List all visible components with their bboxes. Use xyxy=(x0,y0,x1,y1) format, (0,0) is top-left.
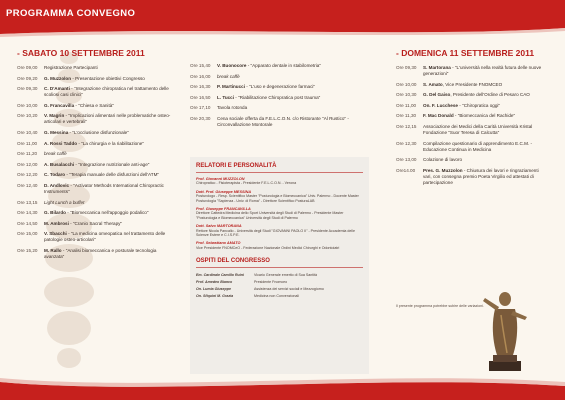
guest-role: Presidente Fnomceo xyxy=(254,280,288,285)
schedule-time: Ore 11,00 xyxy=(396,102,417,108)
schedule-description xyxy=(423,82,546,88)
schedule-description xyxy=(44,113,177,125)
schedule-time: Ore 20,30 xyxy=(190,115,211,121)
schedule-item xyxy=(17,210,177,216)
talk-text: - "La chirurgia e la riabilitazione" xyxy=(77,140,144,146)
schedule-time: Ore 15,40 xyxy=(190,63,211,68)
schedule-description xyxy=(217,74,369,80)
schedule-item xyxy=(17,200,177,206)
schedule-item xyxy=(17,162,177,168)
speaker-name: V. Magrin xyxy=(44,113,65,119)
schedule-time: Ore 09,20 xyxy=(17,75,38,81)
speaker-name: G. Bilardo xyxy=(44,210,66,216)
schedule-item xyxy=(17,130,177,136)
schedule-time: Ore 12,30 xyxy=(396,140,417,146)
schedule-item xyxy=(190,63,369,69)
speakers-box xyxy=(190,157,369,374)
sunday-schedule xyxy=(396,65,546,186)
speaker-entry xyxy=(190,241,369,250)
schedule-time: Ore 09,30 xyxy=(17,86,38,92)
guest-entry xyxy=(190,286,369,293)
relatori-list xyxy=(190,177,369,250)
guest-role: Vicario Generale emerito di Sua Santità xyxy=(254,273,318,278)
schedule-item xyxy=(17,248,177,260)
talk-text: Associazione dei Medici della Carità Università Kristal Fondazione "Suor Teresa di Calcutta" xyxy=(423,123,533,135)
talk-text: - Presentazione obiettivi Congresso xyxy=(71,75,145,81)
schedule-time: Ore 15,20 xyxy=(17,247,38,253)
schedule-item xyxy=(190,84,369,90)
schedule-item xyxy=(17,76,177,82)
middle-column xyxy=(190,63,369,133)
speaker-name: V. Sbacchi xyxy=(44,231,67,237)
speaker-name: D. Andlovic xyxy=(44,182,70,188)
schedule-description xyxy=(423,92,546,98)
schedule-item xyxy=(190,116,369,128)
schedule-item xyxy=(17,172,177,178)
ospiti-title: OSPITI DEL CONGRESSO xyxy=(196,258,270,265)
schedule-item xyxy=(396,141,546,153)
speaker-name: Dott. Prof. Giuseppe MESSINA xyxy=(196,189,252,194)
speaker-name: Prof. Giovanni MUZZOLON xyxy=(196,177,245,181)
schedule-item xyxy=(396,65,546,77)
speaker-name: M. Ambrosi xyxy=(44,220,69,226)
talk-text: - "Integrazione nutrizionale anti-age" xyxy=(74,161,150,167)
talk-text: - "Implicazioni alimentari nelle problematiche osteo-articolari e vertebrali" xyxy=(44,113,171,125)
talk-text: Registrazione Partecipanti xyxy=(44,65,98,70)
statue-award-image xyxy=(475,285,535,373)
talk-text: - Chiusura dei lavori e ringraziamenti vari, con consegna premio Poeta Virgilio ed attestati di partecipazione xyxy=(423,167,539,185)
speaker-name: Pres. G. Muzzolon xyxy=(423,167,463,173)
speaker-name: Dott. Salvo MARTORANA xyxy=(196,224,242,229)
speaker-name: L. Tucci xyxy=(217,94,235,100)
guest-entry xyxy=(190,293,369,300)
schedule-item xyxy=(17,221,177,227)
talk-text: , Vice Presidente FNOMCEO xyxy=(442,81,503,87)
schedule-item xyxy=(17,151,177,157)
talk-text: Tavola rotonda xyxy=(217,105,248,111)
saturday-title: - SABATO 10 SETTEMBRE 2011 xyxy=(17,48,145,58)
schedule-item xyxy=(17,65,177,71)
speaker-name: V. Buonocore xyxy=(217,63,247,68)
schedule-description xyxy=(44,103,177,109)
speaker-name: Prof. Sebastiano AMATO xyxy=(196,241,241,246)
schedule-description xyxy=(44,130,177,136)
schedule-time: Ore 13,00 xyxy=(396,157,417,163)
divider xyxy=(196,267,363,268)
schedule-time: Ore 10,30 xyxy=(396,92,417,98)
schedule-time: Ore 13,15 xyxy=(17,199,38,205)
talk-text: - "La medicina omeopatica nel trattamento delle patologie osteo-articolari" xyxy=(44,231,166,243)
schedule-item xyxy=(396,124,546,136)
speaker-name: C. Todaro xyxy=(44,172,66,178)
page-title: PROGRAMMA CONVEGNO xyxy=(6,8,136,19)
speaker-name: C. D'Amanti xyxy=(44,86,70,92)
schedule-description xyxy=(44,210,177,216)
schedule-item xyxy=(190,74,369,80)
schedule-description xyxy=(44,76,177,82)
talk-text: - "Apparato dentale in stabilometria" xyxy=(246,63,321,68)
speaker-name: S. Amato xyxy=(423,81,443,87)
ospiti-list xyxy=(190,272,369,300)
schedule-time: Ore 09,00 xyxy=(17,65,38,70)
schedule-time: Ore 10,40 xyxy=(17,129,38,135)
speaker-name: G. Messina xyxy=(44,129,69,135)
guest-role: Medicina non Convenzionali xyxy=(254,294,299,299)
schedule-description xyxy=(217,95,369,101)
speaker-name: On. F. Lucchese xyxy=(423,102,458,108)
schedule-description xyxy=(44,200,177,206)
schedule-item xyxy=(396,92,546,98)
divider xyxy=(196,172,363,173)
schedule-time: Ore 17,10 xyxy=(190,105,211,111)
speaker-name: A. Busalacchi xyxy=(44,161,75,167)
schedule-description xyxy=(217,116,369,128)
speaker-name: G. Del Gaiso xyxy=(423,92,451,98)
schedule-description xyxy=(44,141,177,147)
talk-text: - "L'uso e degenerazione farmaci" xyxy=(245,84,316,90)
speaker-name: M. Rallo xyxy=(44,247,62,253)
schedule-time: Ore 14,30 xyxy=(17,210,38,216)
guest-name: On. Sfiquini M. Grazia xyxy=(196,294,234,299)
guest-name: Em. Cardinale Camillo Ruini xyxy=(196,273,244,278)
schedule-description xyxy=(423,113,546,119)
relatori-title: RELATORI E PERSONALITÀ xyxy=(196,163,277,169)
schedule-item xyxy=(396,157,546,163)
talk-text: break caffè xyxy=(44,151,67,157)
talk-text: - "Chiropratica oggi" xyxy=(457,102,501,108)
schedule-description xyxy=(217,63,369,69)
schedule-description xyxy=(44,221,177,227)
schedule-time: Ore 16,30 xyxy=(190,84,211,90)
schedule-item xyxy=(17,183,177,195)
talk-text: Compilazione questionario di apprendimento E.C.M. - Educazione Continua in Medicina xyxy=(423,140,533,152)
talk-text: - "L'università nella realtà futura delle nuove generazioni" xyxy=(423,65,542,76)
schedule-description xyxy=(44,231,177,243)
guest-name: On. Lumia Giuseppe xyxy=(196,287,231,292)
guest-entry xyxy=(190,272,369,279)
schedule-item xyxy=(396,113,546,119)
speaker-description: Vice Presidente FNOMCeO - Federazione Nazionale Ordini Medici Chirurghi e Odontoiatri xyxy=(196,245,340,250)
schedule-item xyxy=(17,113,177,125)
saturday-column xyxy=(17,48,177,265)
talk-text: - "Terapia manuale delle disfunzioni dell'ATM" xyxy=(65,172,160,178)
schedule-description xyxy=(44,86,177,98)
schedule-description xyxy=(44,151,177,157)
talk-text: , Presidente dell'Ordine di Pesaro CAO xyxy=(450,92,530,98)
schedule-time: Ore 10,00 xyxy=(396,81,417,87)
guest-name: Prof. Amedeo Bianco xyxy=(196,280,233,285)
schedule-time: Ore 11,00 xyxy=(17,140,38,146)
schedule-description xyxy=(44,248,177,260)
schedule-item xyxy=(17,231,177,243)
speaker-name: F. Mac Donald xyxy=(423,113,454,119)
speaker-entry xyxy=(190,207,369,220)
talk-text: - "L'occlusione disfunzionale" xyxy=(68,129,129,135)
speaker-name: P. Martinucci xyxy=(217,84,245,90)
talk-text: - "Analisi biomeccanica e posturale tecnologia avanzata" xyxy=(44,247,157,259)
schedule-description xyxy=(44,183,177,195)
schedule-item xyxy=(17,86,177,98)
talk-text: - "Riabilitazione Chiropratica post trauma" xyxy=(234,94,321,100)
talk-text: - "Biomeccanica nell'appoggio podalico" xyxy=(65,210,149,216)
speaker-name: G. Muzzolon xyxy=(44,75,72,81)
schedule-time: Ore 11,20 xyxy=(17,151,38,157)
schedule-time: Ore 16,00 xyxy=(190,73,211,79)
talk-text: - "Biomeccanica del Rachide" xyxy=(453,113,516,119)
talk-text: - "Activator Methods International Chiropractic Instruments" xyxy=(44,182,164,194)
schedule-description xyxy=(423,141,546,153)
guest-role: Assistenza dei servizi sociali e Mezzogiorno xyxy=(254,287,324,292)
schedule-time: Ore 12,20 xyxy=(17,172,38,178)
schedule-description xyxy=(423,124,546,136)
schedule-description xyxy=(217,105,369,111)
speaker-entry xyxy=(190,224,369,237)
schedule-time: Ore 14,50 xyxy=(17,220,38,226)
schedule-time: Ore 16,50 xyxy=(190,94,211,100)
talk-text: - "Integrazione chiropratica nel trattamento delle scoliosi casi clinici" xyxy=(44,86,169,98)
schedule-time: Ore14.00 xyxy=(396,167,416,173)
saturday-afternoon-schedule xyxy=(190,63,369,128)
speaker-name: A. Rossi Taddo xyxy=(44,140,78,146)
speaker-description: Direttore Cattedra Medicina dello Sport Università degli Studi di Palermo - Presidente Master "Posturologia e Biomeccanica" Università degli Studi di Palermo xyxy=(196,211,344,220)
footer-wave-decoration xyxy=(0,374,565,400)
speaker-description: Chiropratico - Fisioterapista - Presidente F.E.L.C.O.N. - Verona xyxy=(196,181,297,186)
schedule-time: Ore 12,15 xyxy=(396,123,417,129)
schedule-description xyxy=(423,168,546,186)
header-wave-decoration xyxy=(0,24,565,40)
program-note: Il presente programma potrebbe subire delle variazioni. xyxy=(396,304,484,308)
schedule-description xyxy=(44,162,177,168)
speaker-description: Rettore Nicola Pancallo - Università degli Studi "GIOVANNI PAOLO II" - Presidente Accademia delle Scienze Estere e C.I.S.P.E. xyxy=(196,228,356,238)
schedule-item xyxy=(17,103,177,109)
sunday-title: - DOMENICA 11 SETTEMBRE 2011 xyxy=(396,48,535,58)
schedule-item xyxy=(396,103,546,109)
schedule-description xyxy=(44,65,177,71)
schedule-time: Ore 09,30 xyxy=(396,65,417,70)
talk-text: - "Cranio Sacral Therapy" xyxy=(68,220,123,226)
schedule-time: Ore 12,00 xyxy=(17,161,38,167)
schedule-time: Ore 12,40 xyxy=(17,182,38,188)
schedule-time: Ore 10,20 xyxy=(17,113,38,119)
talk-text: Cena sociale offerta da F.E.L.C.O.N. c/o Ristorante "Al Rustico" - Circonvallazione Montorale xyxy=(217,115,349,127)
schedule-time: Ore 10,00 xyxy=(17,102,38,108)
schedule-description xyxy=(423,157,546,163)
schedule-item xyxy=(190,105,369,111)
sunday-column xyxy=(396,48,546,190)
schedule-item xyxy=(396,168,546,186)
saturday-schedule xyxy=(17,65,177,260)
talk-text: Colazione di lavoro xyxy=(423,157,463,163)
schedule-description xyxy=(423,103,546,109)
schedule-time: Ore 15,00 xyxy=(17,231,38,237)
schedule-description xyxy=(217,84,369,90)
speaker-name: S. Martorana xyxy=(423,65,451,70)
schedule-description xyxy=(423,65,546,77)
schedule-description xyxy=(44,172,177,178)
talk-text: - "Chiesa e Sanità" xyxy=(74,102,114,108)
speaker-entry xyxy=(190,190,369,203)
talk-text: Light Lunch a buffet xyxy=(44,199,85,205)
schedule-item xyxy=(190,95,369,101)
speaker-description: Posturologo - Resp. Scientifico Master "Posturologia e Biomeccanica" Univ. Palermo - Docente Master Posturologia "Sapienza - Univ. di Roma" - Direttore Scientifico PosturaLAB xyxy=(196,194,359,203)
schedule-item xyxy=(17,141,177,147)
talk-text: break caffè xyxy=(217,73,240,79)
schedule-item xyxy=(396,82,546,88)
speaker-entry xyxy=(190,177,369,186)
schedule-time: Ore 11,30 xyxy=(396,113,417,119)
speaker-name: G. Francavilla xyxy=(44,102,75,108)
speaker-name: Prof. Giuseppe FRANCAVILLA xyxy=(196,207,251,212)
guest-entry xyxy=(190,279,369,286)
